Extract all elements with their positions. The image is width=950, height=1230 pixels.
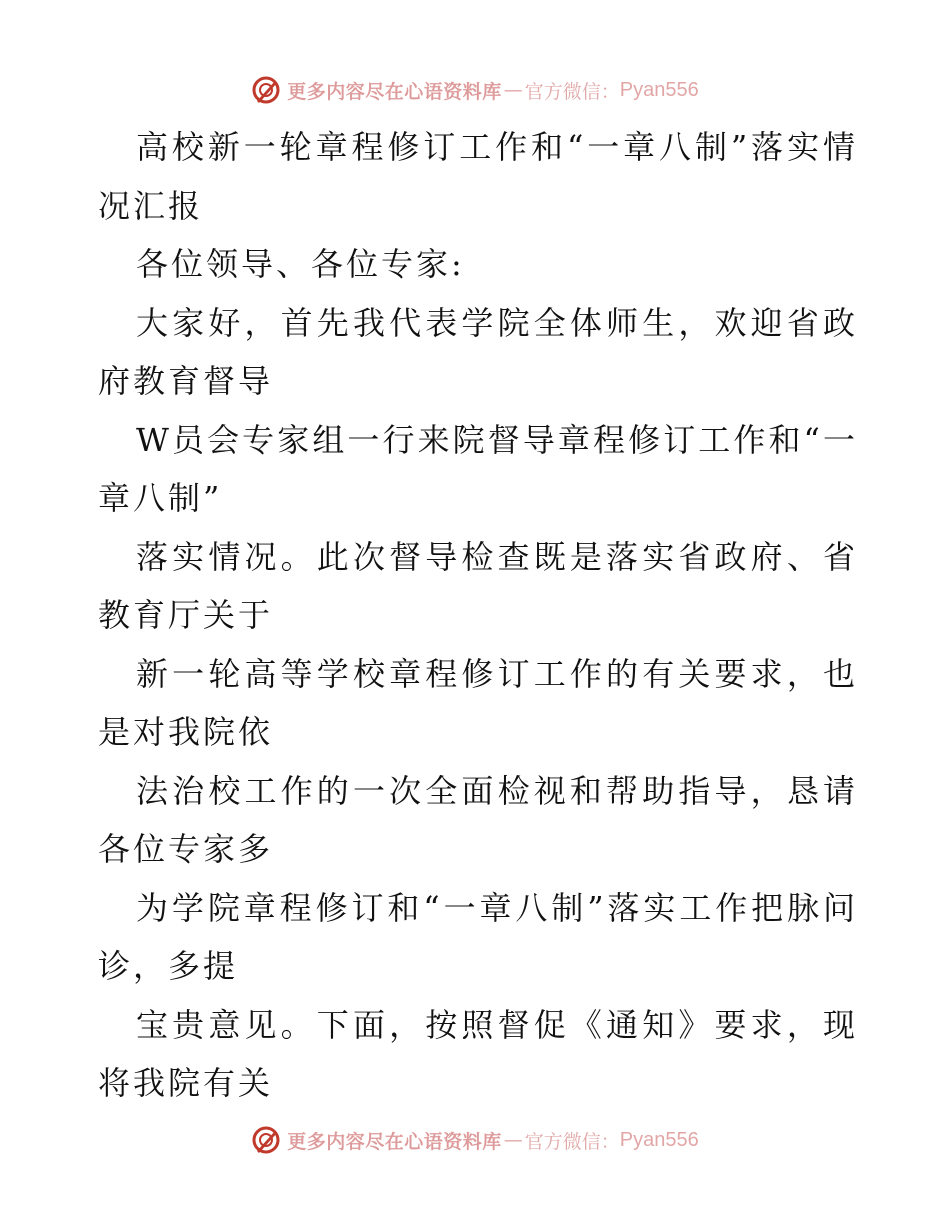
footer-watermark <box>0 1120 950 1160</box>
watermark-dash: — <box>503 79 523 101</box>
paragraph: 宝贵意见。下面，按照督促《通知》要求，现将我院有关 <box>98 1005 858 1102</box>
paragraph-salutation: 各位领导、各位专家: <box>136 245 465 283</box>
watermark-dash: — <box>503 1129 523 1151</box>
document-body <box>98 118 858 1113</box>
watermark-wechat-id: Pyan556 <box>619 78 699 101</box>
header-watermark <box>0 70 950 110</box>
paragraph: 新一轮高等学校章程修订工作的有关要求，也是对我院依 <box>98 654 858 751</box>
pen-logo-icon <box>251 75 281 105</box>
paragraph: 法治校工作的一次全面检视和帮助指导，恳请各位专家多 <box>98 771 858 868</box>
paragraph-title: 高校新一轮章程修订工作和“一章八制”落实情况汇报 <box>98 128 858 225</box>
paragraph: W员会专家组一行来院督导章程修订工作和“一章八制” <box>98 420 858 517</box>
watermark-wechat-id: Pyan556 <box>619 1128 699 1151</box>
paragraph: 大家好，首先我代表学院全体师生，欢迎省政府教育督导 <box>98 303 858 400</box>
watermark-main-text: 更多内容尽在心语资料库 <box>287 80 502 103</box>
watermark-wechat-label: 官方微信： <box>524 1130 620 1153</box>
watermark-main-text: 更多内容尽在心语资料库 <box>287 1130 502 1153</box>
pen-logo-icon <box>251 1125 281 1155</box>
paragraph: 为学院章程修订和“一章八制”落实工作把脉问诊，多提 <box>98 888 858 985</box>
watermark-wechat-label: 官方微信： <box>524 80 620 103</box>
paragraph: 落实情况。此次督导检查既是落实省政府、省教育厅关于 <box>98 537 858 634</box>
